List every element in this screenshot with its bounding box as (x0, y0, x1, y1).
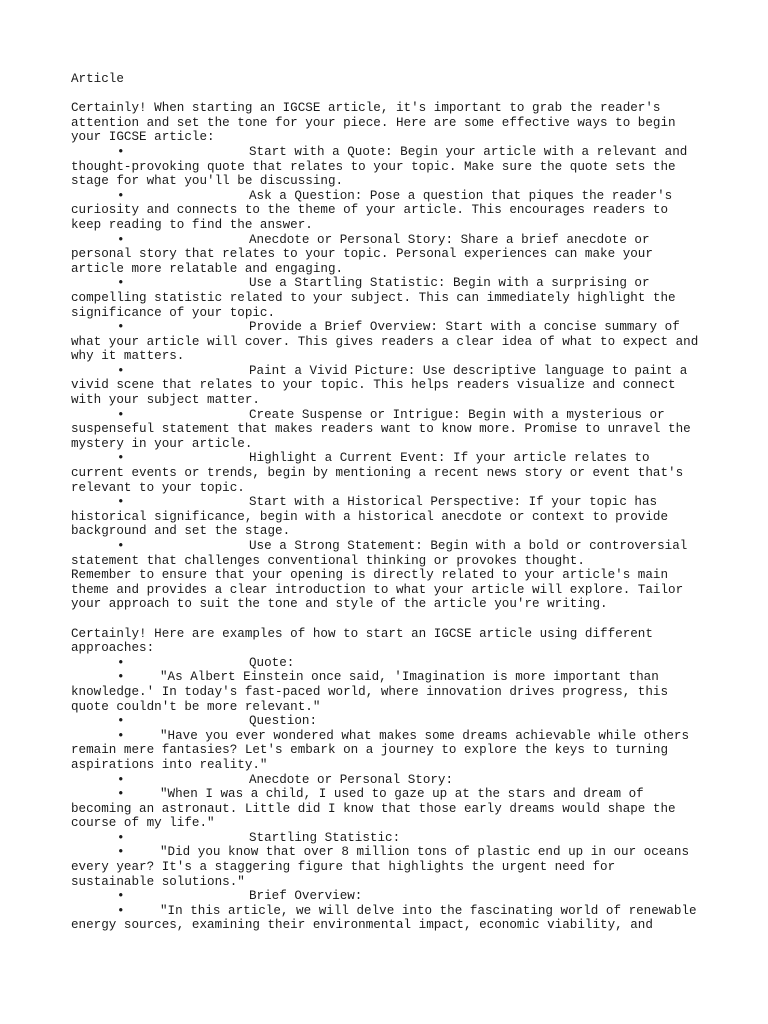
example-label: Brief Overview: (249, 889, 363, 904)
tip-first-line: Start with a Quote: Begin your article with a relevant and (249, 144, 688, 159)
bullet: • (117, 320, 125, 335)
closing-line: Remember to ensure that your opening is directly related to your article's main (71, 568, 669, 583)
tip-continuation: historical significance, begin with a historical anecdote or context to provide (71, 509, 669, 524)
intro-line: attention and set the tone for your piece. Here are some effective ways to begin (71, 115, 676, 130)
example-label: Question: (249, 714, 318, 729)
bullet: • (117, 276, 125, 291)
bullet: • (117, 539, 125, 553)
example-first-line: "Did you know that over 8 million tons of plastic end up in our oceans (160, 845, 690, 860)
closing-line: your approach to suit the tone and style of the article you're writing. (71, 597, 608, 612)
tip-first-line: Start with a Historical Perspective: If your topic has (249, 495, 658, 510)
tip-item (71, 189, 711, 204)
examples-intro-line: approaches: (71, 641, 155, 656)
tip-continuation: current events or trends, begin by mentioning a recent news story or event that's (71, 466, 684, 481)
example-label-item (71, 714, 711, 729)
tip-item (71, 364, 711, 379)
spacer (71, 612, 711, 627)
bullet: • (117, 363, 125, 378)
tip-first-line: Use a Startling Statistic: Begin with a surprising or (249, 276, 650, 291)
example-continuation: aspirations into reality." (71, 757, 268, 772)
bullet: • (117, 451, 125, 466)
example-label-item (71, 656, 711, 671)
example-continuation: sustainable solutions." (71, 874, 245, 889)
tip-continuation: why it matters. (71, 349, 185, 364)
example-first-line: "In this article, we will delve into the fascinating world of renewable (160, 903, 697, 918)
examples-intro-line: Certainly! Here are examples of how to start an IGCSE article using different (71, 626, 653, 641)
tip-first-line: Highlight a Current Event: If your article relates to (249, 451, 650, 466)
bullet: • (117, 889, 125, 904)
tip-continuation: with your subject matter. (71, 393, 260, 408)
example-first-line: "Have you ever wondered what makes some dreams achievable while others (160, 728, 690, 743)
tip-first-line: Ask a Question: Pose a question that piques the reader's (249, 188, 673, 203)
tip-first-line: Anecdote or Personal Story: Share a brief anecdote or (249, 232, 650, 247)
example-continuation: knowledge.' In today's fast-paced world, where innovation drives progress, this (71, 684, 669, 699)
example-text-item (71, 670, 711, 685)
tip-first-line: Paint a Vivid Picture: Use descriptive language to paint a (249, 363, 688, 378)
tip-continuation: compelling statistic related to your subject. This can immediately highlight the (71, 290, 676, 305)
bullet: • (117, 232, 125, 247)
bullet: • (117, 772, 125, 787)
example-continuation: quote couldn't be more relevant." (71, 699, 321, 714)
example-label: Anecdote or Personal Story: (249, 772, 454, 787)
tip-continuation: stage for what you'll be discussing. (71, 174, 344, 189)
example-label: Startling Statistic: (249, 830, 401, 845)
tip-continuation: mystery in your article. (71, 436, 253, 451)
tip-continuation: vivid scene that relates to your topic. This helps readers visualize and connect (71, 378, 676, 393)
example-continuation: energy sources, examining their environmental impact, economic viability, and (71, 918, 653, 933)
tip-item (71, 495, 711, 510)
example-text-item (71, 787, 711, 802)
tip-continuation: relevant to your topic. (71, 480, 245, 495)
example-label-item (71, 889, 711, 904)
example-text-item (71, 904, 711, 919)
document-title: Article (71, 72, 124, 86)
bullet: • (117, 830, 125, 845)
closing-line: theme and provides a clear introduction to what your article will explore. Tailor (71, 582, 684, 597)
bullet: • (117, 714, 125, 729)
bullet: • (117, 845, 125, 860)
tip-continuation: thought-provoking quote that relates to your topic. Make sure the quote sets the (71, 159, 676, 174)
example-continuation: becoming an astronaut. Little did I know that those early dreams would shape the (71, 801, 676, 816)
example-text-item (71, 845, 711, 860)
bullet: • (117, 670, 125, 685)
tip-item (71, 408, 711, 423)
tip-continuation: article more relatable and engaging. (71, 261, 344, 276)
bullet: • (117, 903, 125, 918)
tip-first-line: Use a Strong Statement: Begin with a bold or controversial (249, 539, 688, 553)
example-first-line: "When I was a child, I used to gaze up at the stars and dream of (160, 787, 644, 802)
example-continuation: course of my life." (71, 816, 215, 831)
spacer (71, 87, 711, 102)
bullet: • (117, 495, 125, 510)
tip-item (71, 539, 711, 554)
tip-continuation: what your article will cover. This gives readers a clear idea of what to expect and (71, 334, 699, 349)
example-label: Quote: (249, 655, 295, 670)
example-label-item (71, 773, 711, 788)
tip-continuation: significance of your topic. (71, 305, 276, 320)
intro-line: your IGCSE article: (71, 130, 215, 145)
tip-continuation: keep reading to find the answer. (71, 217, 313, 232)
bullet: • (117, 655, 125, 670)
intro-line: Certainly! When starting an IGCSE article, it's important to grab the reader's (71, 101, 661, 116)
bullet: • (117, 188, 125, 203)
tip-item (71, 233, 711, 248)
bullet: • (117, 144, 125, 159)
bullet: • (117, 407, 125, 422)
example-continuation: remain mere fantasies? Let's embark on a journey to explore the keys to turning (71, 743, 669, 758)
tip-continuation: suspenseful statement that makes readers want to know more. Promise to unravel the (71, 422, 691, 437)
bullet: • (117, 728, 125, 743)
tip-first-line: Create Suspense or Intrigue: Begin with a mysterious or (249, 407, 665, 422)
tip-item (71, 276, 711, 291)
example-text-item (71, 729, 711, 744)
document-page (71, 72, 711, 933)
tip-item (71, 145, 711, 160)
bullet: • (117, 787, 125, 802)
tip-continuation: curiosity and connects to the theme of your article. This encourages readers to (71, 203, 669, 218)
example-continuation: every year? It's a staggering figure that highlights the urgent need for (71, 860, 616, 875)
tip-continuation: statement that challenges conventional thinking or provokes thought. (71, 553, 585, 568)
example-label-item (71, 831, 711, 846)
example-first-line: "As Albert Einstein once said, 'Imagination is more important than (160, 670, 659, 685)
tip-continuation: personal story that relates to your topic. Personal experiences can make your (71, 247, 653, 262)
tip-first-line: Provide a Brief Overview: Start with a concise summary of (249, 320, 680, 335)
tip-item (71, 451, 711, 466)
tip-continuation: background and set the stage. (71, 524, 291, 539)
tip-item (71, 320, 711, 335)
